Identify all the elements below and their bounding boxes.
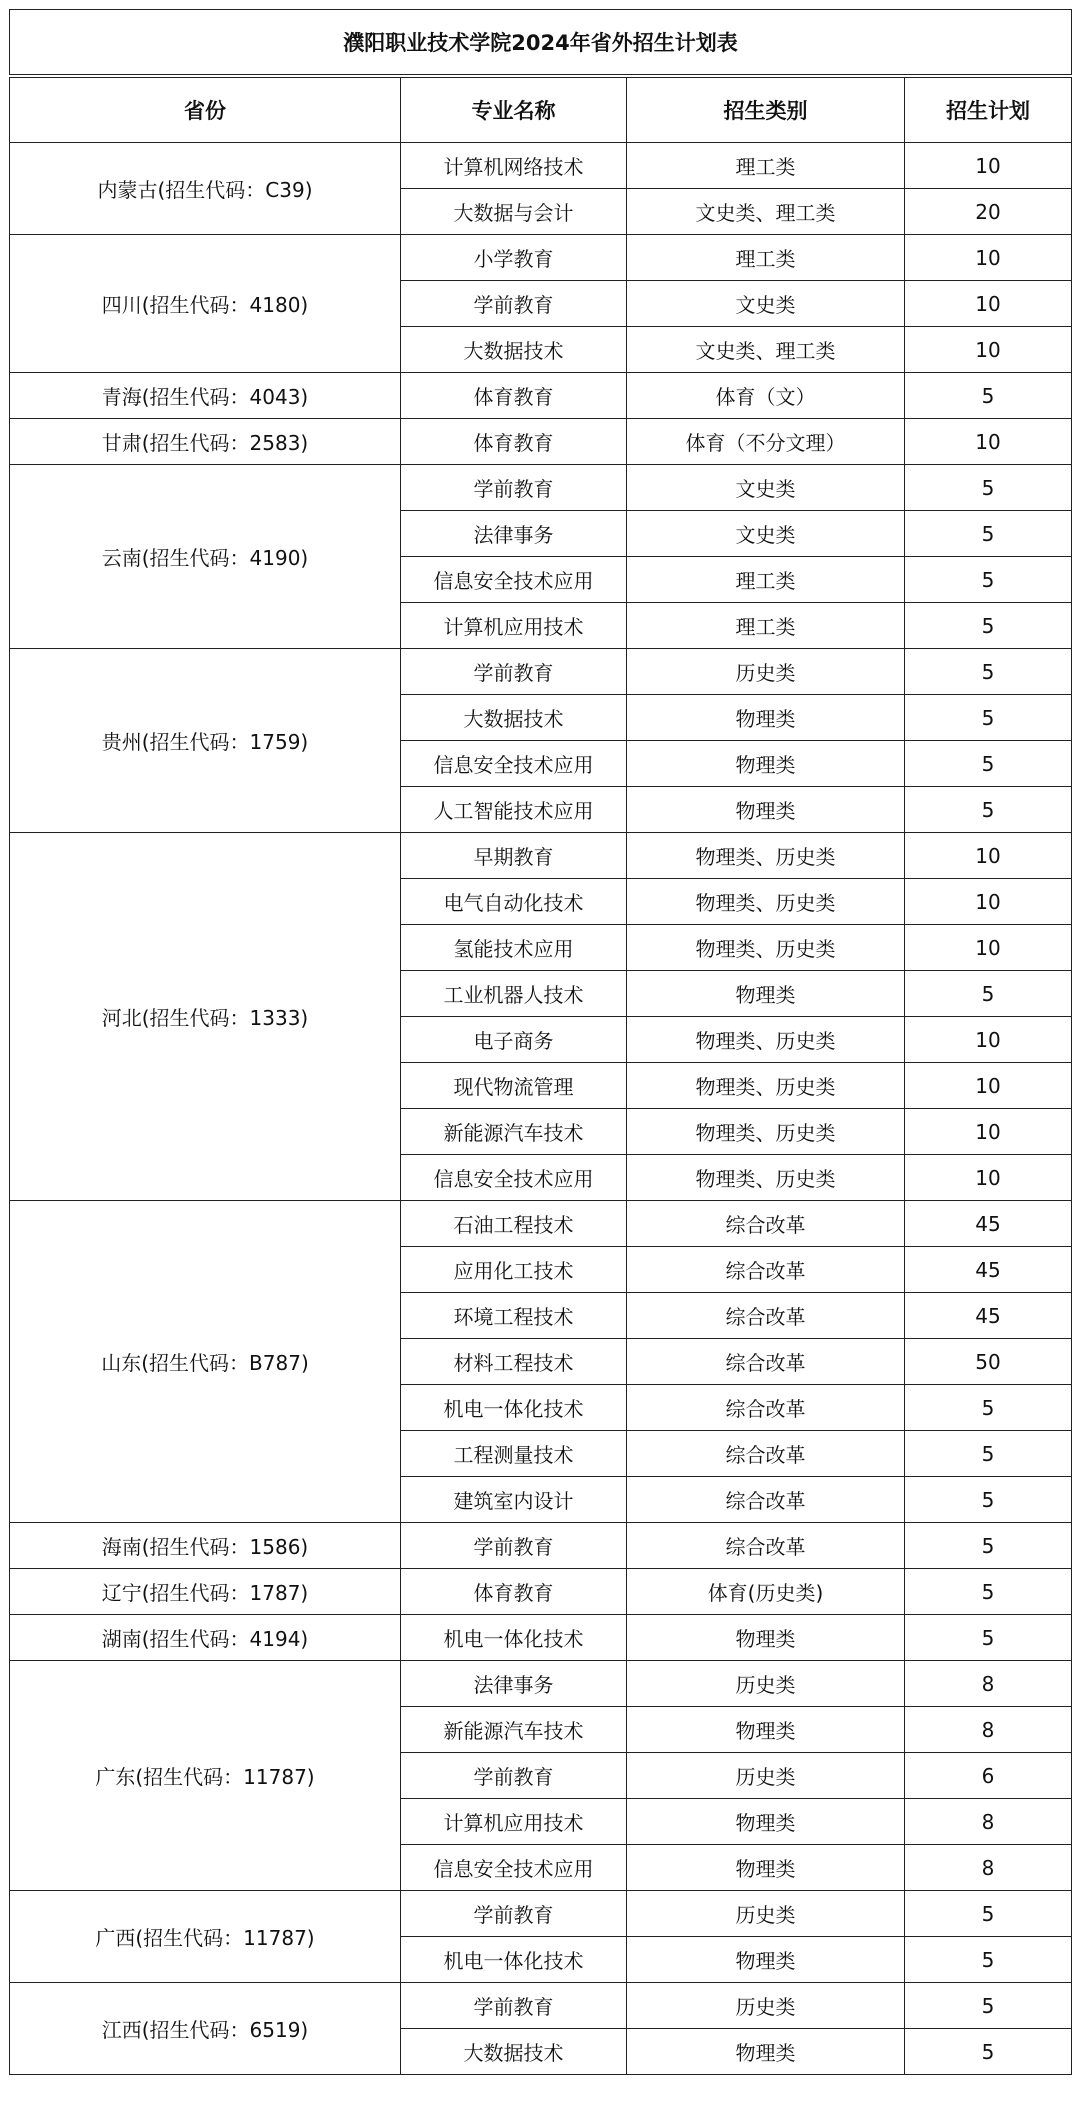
plan-cell: 5 xyxy=(905,603,1072,649)
province-cell: 广西(招生代码：11787) xyxy=(10,1891,401,1983)
major-cell: 学前教育 xyxy=(401,1891,627,1937)
plan-cell: 10 xyxy=(905,833,1072,879)
category-cell: 历史类 xyxy=(627,1983,905,2029)
plan-cell: 10 xyxy=(905,925,1072,971)
category-cell: 综合改革 xyxy=(627,1293,905,1339)
plan-cell: 5 xyxy=(905,1477,1072,1523)
province-cell: 辽宁(招生代码：1787) xyxy=(10,1569,401,1615)
plan-cell: 45 xyxy=(905,1201,1072,1247)
table-row xyxy=(10,143,1072,189)
plan-cell: 5 xyxy=(905,1385,1072,1431)
plan-cell: 10 xyxy=(905,281,1072,327)
plan-cell: 10 xyxy=(905,235,1072,281)
header-category: 招生类别 xyxy=(627,78,905,143)
enrollment-plan-table xyxy=(9,9,1072,2075)
category-cell: 物理类、历史类 xyxy=(627,925,905,971)
category-cell: 理工类 xyxy=(627,143,905,189)
major-cell: 新能源汽车技术 xyxy=(401,1707,627,1753)
plan-cell: 5 xyxy=(905,373,1072,419)
header-major: 专业名称 xyxy=(401,78,627,143)
plan-cell: 8 xyxy=(905,1799,1072,1845)
major-cell: 信息安全技术应用 xyxy=(401,1845,627,1891)
major-cell: 新能源汽车技术 xyxy=(401,1109,627,1155)
plan-cell: 5 xyxy=(905,1937,1072,1983)
category-cell: 体育（不分文理） xyxy=(627,419,905,465)
category-cell: 物理类、历史类 xyxy=(627,1109,905,1155)
category-cell: 文史类、理工类 xyxy=(627,189,905,235)
plan-cell: 8 xyxy=(905,1707,1072,1753)
plan-cell: 8 xyxy=(905,1845,1072,1891)
major-cell: 体育教育 xyxy=(401,419,627,465)
header-plan: 招生计划 xyxy=(905,78,1072,143)
major-cell: 学前教育 xyxy=(401,1753,627,1799)
plan-cell: 10 xyxy=(905,1063,1072,1109)
plan-cell: 45 xyxy=(905,1247,1072,1293)
category-cell: 物理类 xyxy=(627,1707,905,1753)
category-cell: 综合改革 xyxy=(627,1385,905,1431)
province-cell: 河北(招生代码：1333) xyxy=(10,833,401,1201)
category-cell: 物理类 xyxy=(627,741,905,787)
table-row xyxy=(10,373,1072,419)
province-cell: 内蒙古(招生代码：C39) xyxy=(10,143,401,235)
major-cell: 计算机网络技术 xyxy=(401,143,627,189)
plan-cell: 5 xyxy=(905,1615,1072,1661)
plan-cell: 5 xyxy=(905,787,1072,833)
category-cell: 物理类 xyxy=(627,971,905,1017)
category-cell: 历史类 xyxy=(627,1661,905,1707)
plan-cell: 10 xyxy=(905,1017,1072,1063)
major-cell: 体育教育 xyxy=(401,1569,627,1615)
table-row xyxy=(10,1983,1072,2029)
category-cell: 物理类、历史类 xyxy=(627,833,905,879)
category-cell: 物理类 xyxy=(627,2029,905,2075)
category-cell: 物理类 xyxy=(627,1615,905,1661)
major-cell: 材料工程技术 xyxy=(401,1339,627,1385)
plan-cell: 10 xyxy=(905,327,1072,373)
province-cell: 甘肃(招生代码：2583) xyxy=(10,419,401,465)
category-cell: 文史类 xyxy=(627,281,905,327)
category-cell: 物理类 xyxy=(627,1937,905,1983)
plan-cell: 5 xyxy=(905,557,1072,603)
plan-cell: 10 xyxy=(905,419,1072,465)
plan-cell: 8 xyxy=(905,1661,1072,1707)
category-cell: 物理类 xyxy=(627,787,905,833)
major-cell: 学前教育 xyxy=(401,465,627,511)
province-cell: 山东(招生代码：B787) xyxy=(10,1201,401,1523)
province-cell: 贵州(招生代码：1759) xyxy=(10,649,401,833)
category-cell: 理工类 xyxy=(627,235,905,281)
major-cell: 工业机器人技术 xyxy=(401,971,627,1017)
plan-cell: 5 xyxy=(905,465,1072,511)
category-cell: 综合改革 xyxy=(627,1523,905,1569)
header-row xyxy=(10,78,1072,143)
category-cell: 物理类 xyxy=(627,695,905,741)
major-cell: 机电一体化技术 xyxy=(401,1937,627,1983)
table-row xyxy=(10,419,1072,465)
plan-cell: 5 xyxy=(905,695,1072,741)
major-cell: 工程测量技术 xyxy=(401,1431,627,1477)
major-cell: 应用化工技术 xyxy=(401,1247,627,1293)
major-cell: 早期教育 xyxy=(401,833,627,879)
table-row xyxy=(10,1615,1072,1661)
province-cell: 广东(招生代码：11787) xyxy=(10,1661,401,1891)
province-cell: 四川(招生代码：4180) xyxy=(10,235,401,373)
category-cell: 物理类、历史类 xyxy=(627,879,905,925)
category-cell: 综合改革 xyxy=(627,1431,905,1477)
category-cell: 历史类 xyxy=(627,649,905,695)
major-cell: 计算机应用技术 xyxy=(401,603,627,649)
major-cell: 石油工程技术 xyxy=(401,1201,627,1247)
category-cell: 体育（文） xyxy=(627,373,905,419)
category-cell: 理工类 xyxy=(627,603,905,649)
plan-cell: 5 xyxy=(905,1891,1072,1937)
province-cell: 云南(招生代码：4190) xyxy=(10,465,401,649)
header-province: 省份 xyxy=(10,78,401,143)
table-row xyxy=(10,833,1072,879)
major-cell: 大数据技术 xyxy=(401,2029,627,2075)
plan-cell: 20 xyxy=(905,189,1072,235)
major-cell: 机电一体化技术 xyxy=(401,1615,627,1661)
table-row xyxy=(10,1891,1072,1937)
plan-cell: 5 xyxy=(905,1431,1072,1477)
category-cell: 理工类 xyxy=(627,557,905,603)
major-cell: 电子商务 xyxy=(401,1017,627,1063)
province-cell: 江西(招生代码：6519) xyxy=(10,1983,401,2075)
category-cell: 文史类 xyxy=(627,465,905,511)
plan-cell: 5 xyxy=(905,2029,1072,2075)
plan-cell: 50 xyxy=(905,1339,1072,1385)
major-cell: 氢能技术应用 xyxy=(401,925,627,971)
major-cell: 机电一体化技术 xyxy=(401,1385,627,1431)
plan-cell: 10 xyxy=(905,1109,1072,1155)
table-row xyxy=(10,465,1072,511)
major-cell: 信息安全技术应用 xyxy=(401,741,627,787)
category-cell: 文史类、理工类 xyxy=(627,327,905,373)
table-row xyxy=(10,1523,1072,1569)
plan-cell: 5 xyxy=(905,1983,1072,2029)
plan-cell: 5 xyxy=(905,1523,1072,1569)
category-cell: 综合改革 xyxy=(627,1477,905,1523)
major-cell: 学前教育 xyxy=(401,1983,627,2029)
plan-cell: 10 xyxy=(905,1155,1072,1201)
major-cell: 电气自动化技术 xyxy=(401,879,627,925)
plan-cell: 6 xyxy=(905,1753,1072,1799)
major-cell: 法律事务 xyxy=(401,1661,627,1707)
major-cell: 信息安全技术应用 xyxy=(401,1155,627,1201)
major-cell: 学前教育 xyxy=(401,1523,627,1569)
category-cell: 综合改革 xyxy=(627,1247,905,1293)
major-cell: 计算机应用技术 xyxy=(401,1799,627,1845)
category-cell: 物理类、历史类 xyxy=(627,1155,905,1201)
plan-cell: 5 xyxy=(905,649,1072,695)
table-row xyxy=(10,1201,1072,1247)
major-cell: 小学教育 xyxy=(401,235,627,281)
major-cell: 信息安全技术应用 xyxy=(401,557,627,603)
plan-cell: 5 xyxy=(905,741,1072,787)
major-cell: 法律事务 xyxy=(401,511,627,557)
table-row xyxy=(10,235,1072,281)
major-cell: 建筑室内设计 xyxy=(401,1477,627,1523)
province-cell: 海南(招生代码：1586) xyxy=(10,1523,401,1569)
major-cell: 学前教育 xyxy=(401,649,627,695)
plan-cell: 45 xyxy=(905,1293,1072,1339)
major-cell: 人工智能技术应用 xyxy=(401,787,627,833)
major-cell: 环境工程技术 xyxy=(401,1293,627,1339)
major-cell: 体育教育 xyxy=(401,373,627,419)
category-cell: 历史类 xyxy=(627,1891,905,1937)
province-cell: 青海(招生代码：4043) xyxy=(10,373,401,419)
table-row xyxy=(10,1569,1072,1615)
table-title: 濮阳职业技术学院2024年省外招生计划表 xyxy=(10,10,1072,75)
province-cell: 湖南(招生代码：4194) xyxy=(10,1615,401,1661)
category-cell: 历史类 xyxy=(627,1753,905,1799)
plan-cell: 5 xyxy=(905,971,1072,1017)
plan-cell: 5 xyxy=(905,1569,1072,1615)
major-cell: 大数据技术 xyxy=(401,695,627,741)
major-cell: 现代物流管理 xyxy=(401,1063,627,1109)
plan-cell: 10 xyxy=(905,879,1072,925)
major-cell: 学前教育 xyxy=(401,281,627,327)
category-cell: 文史类 xyxy=(627,511,905,557)
category-cell: 物理类、历史类 xyxy=(627,1017,905,1063)
table-row xyxy=(10,1661,1072,1707)
category-cell: 物理类 xyxy=(627,1799,905,1845)
category-cell: 物理类 xyxy=(627,1845,905,1891)
major-cell: 大数据与会计 xyxy=(401,189,627,235)
plan-cell: 10 xyxy=(905,143,1072,189)
table-row xyxy=(10,649,1072,695)
category-cell: 综合改革 xyxy=(627,1201,905,1247)
table-body xyxy=(10,143,1072,2075)
plan-cell: 5 xyxy=(905,511,1072,557)
category-cell: 体育(历史类) xyxy=(627,1569,905,1615)
major-cell: 大数据技术 xyxy=(401,327,627,373)
enrollment-plan-sheet xyxy=(9,9,1071,2075)
category-cell: 物理类、历史类 xyxy=(627,1063,905,1109)
category-cell: 综合改革 xyxy=(627,1339,905,1385)
